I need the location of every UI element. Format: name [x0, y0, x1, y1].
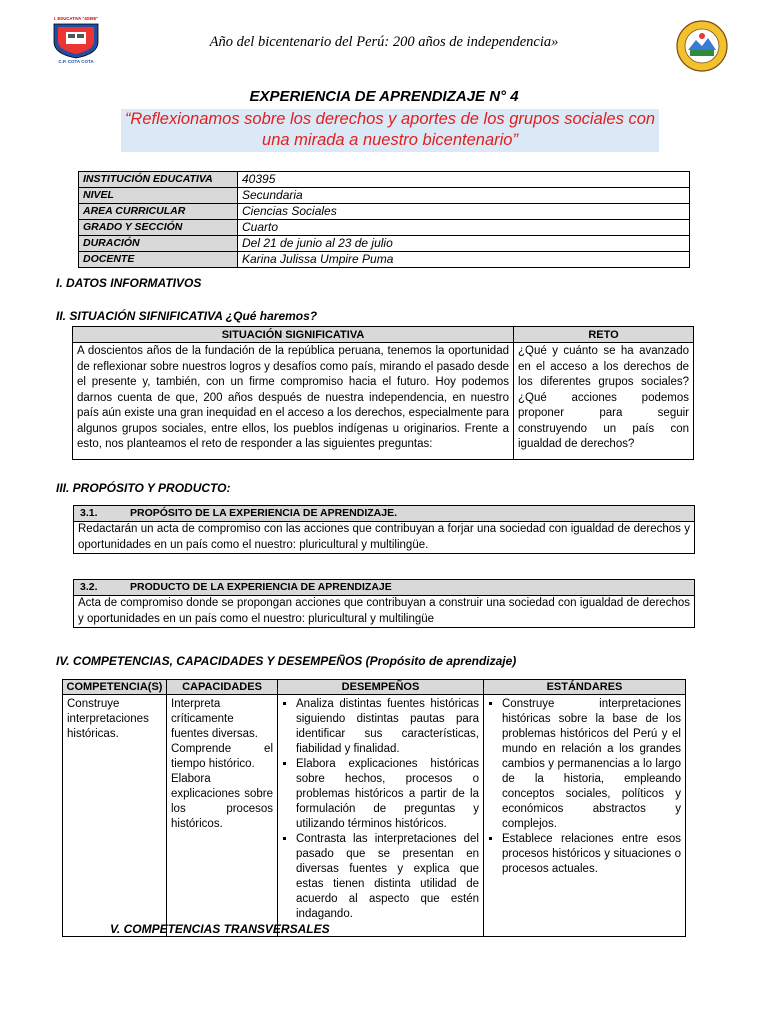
- col-header-capacidades: CAPACIDADES: [167, 680, 278, 695]
- producto-number: 3.2.: [80, 581, 98, 593]
- section-datos-informativos: I. DATOS INFORMATIVOS: [56, 276, 202, 290]
- proposito-header: [74, 506, 694, 522]
- section-competencias: IV. COMPETENCIAS, CAPACIDADES Y DESEMPEÑOS (Propósito de aprendizaje): [56, 654, 517, 668]
- table-row: [63, 695, 686, 937]
- page-title: EXPERIENCIA DE APRENDIZAJE N° 4: [249, 88, 519, 105]
- datos-label: INSTITUCIÓN EDUCATIVA: [79, 172, 238, 188]
- capacidad-item: Comprende el tiempo histórico.: [171, 743, 273, 770]
- table-row: [79, 220, 690, 236]
- producto-box: [73, 579, 695, 628]
- competencias-table: [62, 679, 686, 937]
- estandares-list: [488, 697, 681, 877]
- section-competencias-transversales: V. COMPETENCIAS TRANSVERSALES: [110, 922, 330, 936]
- proposito-number: 3.1.: [80, 507, 98, 519]
- table-row: [79, 172, 690, 188]
- desempeno-item: ▪ Elabora explicaciones históricas sobre hechos, procesos o problemas históricos a partir de la formulación de preguntas y utilizando términos históricos.: [296, 757, 479, 832]
- table-row: [79, 236, 690, 252]
- producto-header: [74, 580, 694, 596]
- datos-value: Del 21 de junio al 23 de julio: [238, 236, 690, 252]
- logo-left-top-text: I. EDUCATIVA "40395": [54, 16, 98, 21]
- reto-text: ¿Qué y cuánto se ha avanzado en el acceso a los derechos de los diferentes grupos sociales? ¿Qué acciones podemos proponer para seguir construyendo un país con igualdad de derechos?: [514, 343, 694, 460]
- capacidad-item: Elabora explicaciones sobre los procesos históricos.: [171, 773, 273, 830]
- table-row: [73, 343, 694, 460]
- datos-value: Ciencias Sociales: [238, 204, 690, 220]
- estandar-item: ▪ Establece relaciones entre esos procesos históricos y situaciones o procesos actuales.: [502, 832, 681, 877]
- datos-table: [78, 171, 690, 268]
- subtitle-line-1: “Reflexionamos sobre los derechos y aportes de los grupos sociales con: [124, 110, 656, 128]
- col-header-estandares: ESTÁNDARES: [484, 680, 686, 695]
- proposito-text: Redactarán un acta de compromiso con las acciones que contribuyan a forjar una sociedad con igualdad de derechos y oportunidades en un país como el nuestro: pluricultural y multilingüe.: [78, 523, 690, 551]
- table-row: [79, 188, 690, 204]
- reto-header: RETO: [514, 327, 694, 343]
- producto-text: Acta de compromiso donde se propongan acciones que contribuyan a construir una sociedad con igualdad de derechos y oportunidades en un país como el nuestro: pluricultural y multilingüe: [78, 597, 690, 625]
- datos-label: NIVEL: [79, 188, 238, 204]
- page-subtitle: [121, 109, 659, 152]
- col-header-desempenos: DESEMPEÑOS: [278, 680, 484, 695]
- situacion-header: SITUACIÓN SIGNIFICATIVA: [73, 327, 514, 343]
- logo-left-bottom-text: C.P. COTA COTA: [58, 59, 94, 64]
- school-seal-right: [676, 20, 728, 72]
- table-row: [73, 327, 694, 343]
- capacidad-item: Interpreta críticamente fuentes diversas.: [171, 698, 258, 740]
- situacion-text: A doscientos años de la fundación de la república peruana, tenemos la oportunidad de reflexionar sobre nuestros logros y desafíos como país, mirando el pasado desde el presente y, también, con un firme compromiso hacia el futuro. Hoy podemos darnos cuenta de que, 200 años después de nuestra independencia, en nuestro país aún existe una gran inequidad en el acceso a los derechos, especialmente para algunos grupos sociales, entre ellos, los pueblos indígenas u originarios. Frente a esto, nos planteamos el reto de responder a las siguientes preguntas:: [73, 343, 514, 460]
- header-year-line: Año del bicentenario del Perú: 200 años de independencia»: [209, 34, 559, 50]
- datos-label: AREA CURRICULAR: [79, 204, 238, 220]
- table-row: [79, 252, 690, 268]
- section-situacion: II. SITUACIÓN SIFNIFICATIVA ¿Qué haremos?: [56, 309, 318, 323]
- datos-value: Cuarto: [238, 220, 690, 236]
- producto-title: PRODUCTO DE LA EXPERIENCIA DE APRENDIZAJE: [130, 581, 392, 593]
- estandares-cell: [484, 695, 686, 937]
- col-header-competencia: COMPETENCIA(S): [63, 680, 167, 695]
- estandar-item: ▪ Construye interpretaciones históricas sobre la base de los problemas históricos del Perú y el mundo en relación a los grandes cambios y permanencias a lo largo de la historia, empleando conceptos sociales, políticos y económicos abstractos y complejos.: [502, 697, 681, 832]
- proposito-title: PROPÓSITO DE LA EXPERIENCIA DE APRENDIZAJE.: [130, 507, 398, 519]
- proposito-box: [73, 505, 695, 554]
- section-proposito-producto: III. PROPÓSITO Y PRODUCTO:: [56, 481, 231, 495]
- competencia-cell: Construye interpretaciones históricas.: [63, 695, 167, 937]
- table-row: [63, 680, 686, 695]
- desempeno-item: ▪ Contrasta las interpretaciones del pasado que se presentan en diversas fuentes y explica que estas tienen distinta utilidad de acuerdo al aspecto que estén indagando.: [296, 832, 479, 922]
- datos-value: Secundaria: [238, 188, 690, 204]
- table-row: [79, 204, 690, 220]
- datos-label: GRADO Y SECCIÓN: [79, 220, 238, 236]
- subtitle-line-2: una mirada a nuestro bicentenario”: [262, 131, 518, 149]
- datos-value: Karina Julissa Umpire Puma: [238, 252, 690, 268]
- datos-label: DOCENTE: [79, 252, 238, 268]
- datos-label: DURACIÓN: [79, 236, 238, 252]
- desempenos-cell: [278, 695, 484, 937]
- desempenos-list: [282, 697, 479, 922]
- datos-value: 40395: [238, 172, 690, 188]
- situacion-table: [72, 326, 694, 460]
- capacidades-cell: [167, 695, 278, 937]
- desempeno-item: ▪ Analiza distintas fuentes históricas siguiendo distintas pautas para identificar sus características, fiabilidad y finalidad.: [296, 697, 479, 757]
